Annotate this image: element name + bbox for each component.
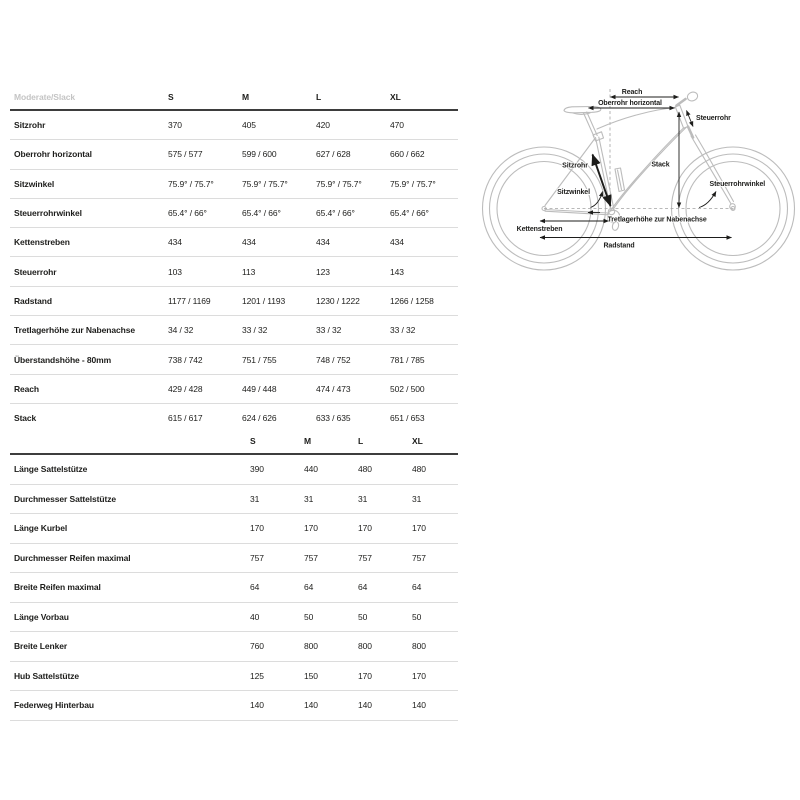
row-value-l: 434 (316, 237, 330, 248)
row-label: Kettenstreben (14, 237, 70, 248)
column-header-xl: XL (390, 91, 401, 102)
row-value-l: 31 (358, 493, 368, 504)
row-value-m: 113 (242, 266, 256, 277)
row-value-s: 390 (250, 464, 264, 474)
column-header-l: L (358, 435, 364, 446)
table-row (10, 485, 458, 515)
row-value-s: 1177 / 1169 (168, 295, 211, 306)
row-label: Steuerrohr (14, 266, 57, 277)
row-label: Länge Vorbau (14, 611, 69, 622)
row-value-s: 170 (250, 523, 264, 533)
row-value-xl: 50 (412, 611, 422, 622)
row-label: Tretlagerhöhe zur Nabenachse (14, 324, 135, 335)
row-label: Hub Sattelstütze (14, 670, 79, 681)
row-value-m: 170 (304, 523, 318, 533)
row-value-s: 434 (168, 237, 182, 248)
table-row (10, 257, 458, 286)
row-value-s: 757 (250, 552, 264, 563)
handlebar-icon (677, 91, 699, 106)
row-label: Länge Sattelstütze (14, 464, 88, 474)
row-value-l: 1230 / 1222 (316, 295, 360, 306)
row-value-m: 624 / 626 (242, 412, 277, 423)
row-label: Überstandshöhe - 80mm (14, 354, 112, 365)
bike-geometry-diagram (480, 80, 800, 280)
table-row (10, 691, 458, 721)
row-value-l: 480 (358, 464, 372, 474)
row-value-xl: 800 (412, 641, 426, 651)
row-value-xl: 651 / 653 (390, 412, 425, 423)
table-row (10, 140, 458, 169)
row-value-s: 738 / 742 (168, 354, 203, 365)
row-value-m: 65.4° / 66° (242, 207, 281, 218)
row-value-s: 75.9° / 75.7° (168, 178, 214, 189)
row-value-s: 31 (250, 493, 260, 504)
row-value-l: 170 (358, 523, 372, 533)
row-value-m: 31 (304, 493, 314, 504)
geometry-table-body (10, 111, 458, 432)
row-value-xl: 480 (412, 464, 426, 474)
row-value-l: 633 / 635 (316, 412, 351, 423)
table-row (10, 662, 458, 692)
row-value-s: 65.4° / 66° (168, 207, 207, 218)
row-value-l: 33 / 32 (316, 324, 342, 335)
table-row (10, 455, 458, 485)
row-value-m: 434 (242, 237, 256, 248)
components-table-header-row (10, 429, 458, 455)
steuerrohr-label: Steuerrohr (696, 115, 731, 122)
row-value-l: 800 (358, 641, 372, 651)
row-value-xl: 170 (412, 523, 426, 533)
row-label: Länge Kurbel (14, 523, 68, 533)
row-label: Durchmesser Reifen maximal (14, 552, 131, 563)
sitzrohr-label: Sitzrohr (562, 162, 588, 170)
steuerrohrwinkel-arc (699, 192, 716, 208)
stack-label: Stack (651, 161, 670, 169)
column-header-m: M (304, 435, 311, 446)
row-value-l: 123 (316, 266, 330, 277)
table-row (10, 573, 458, 603)
table-row (10, 316, 458, 345)
row-value-m: 64 (304, 582, 314, 592)
column-header-l: L (316, 91, 322, 102)
row-value-s: 125 (250, 670, 264, 681)
row-value-xl: 502 / 500 (390, 383, 425, 394)
row-value-s: 40 (250, 611, 260, 622)
row-value-m: 50 (304, 611, 314, 622)
row-value-m: 33 / 32 (242, 324, 268, 335)
row-value-m: 75.9° / 75.7° (242, 178, 288, 189)
row-value-l: 757 (358, 552, 372, 563)
row-label: Durchmesser Sattelstütze (14, 493, 116, 504)
table-row (10, 345, 458, 374)
row-value-m: 449 / 448 (242, 383, 277, 394)
row-value-m: 440 (304, 464, 318, 474)
row-value-l: 75.9° / 75.7° (316, 178, 362, 189)
column-header-s: S (250, 435, 256, 446)
row-label: Breite Reifen maximal (14, 582, 101, 592)
table-row (10, 199, 458, 228)
row-label: Oberrohr horizontal (14, 149, 92, 160)
row-label: Reach (14, 383, 40, 394)
components-table (10, 429, 458, 721)
row-value-xl: 470 (390, 119, 404, 130)
row-value-xl: 31 (412, 493, 422, 504)
row-value-m: 140 (304, 700, 318, 710)
row-value-xl: 757 (412, 552, 426, 563)
row-value-l: 748 / 752 (316, 354, 351, 365)
sitzwinkel-label: Sitzwinkel (557, 189, 590, 196)
row-value-xl: 33 / 32 (390, 324, 416, 335)
row-label: Breite Lenker (14, 641, 68, 651)
geometry-table-title: Moderate/Slack (14, 91, 75, 102)
bike-illustration (483, 89, 795, 270)
row-value-xl: 781 / 785 (390, 354, 425, 365)
table-row (10, 632, 458, 662)
column-header-m: M (242, 91, 249, 102)
row-value-s: 370 (168, 119, 182, 130)
row-label: Steuerrohrwinkel (14, 207, 82, 218)
tretlagerhoehe-label: Tretlagerhöhe zur Nabenachse (607, 216, 707, 224)
row-value-xl: 170 (412, 670, 426, 681)
fork-icon (688, 127, 735, 210)
row-value-l: 65.4° / 66° (316, 207, 355, 218)
table-row (10, 544, 458, 574)
geometry-table (10, 85, 458, 432)
column-header-xl: XL (412, 435, 423, 446)
radstand-label: Radstand (603, 242, 635, 250)
row-label: Sitzwinkel (14, 178, 55, 189)
row-label: Stack (14, 412, 37, 423)
steuerrohrwinkel-label: Steuerrohrwinkel (709, 181, 766, 188)
table-row (10, 603, 458, 633)
row-value-m: 599 / 600 (242, 149, 277, 160)
row-value-m: 800 (304, 641, 318, 651)
row-value-m: 405 (242, 119, 256, 130)
kettenstreben-label: Kettenstreben (516, 226, 563, 233)
row-value-l: 50 (358, 611, 368, 622)
table-row (10, 514, 458, 544)
row-label: Radstand (14, 295, 52, 306)
table-row (10, 170, 458, 199)
row-value-s: 615 / 617 (168, 412, 203, 423)
row-value-l: 64 (358, 582, 368, 592)
row-value-m: 757 (304, 552, 318, 563)
saddle-icon (564, 107, 601, 137)
row-value-xl: 1266 / 1258 (390, 295, 434, 306)
row-value-s: 34 / 32 (168, 324, 194, 335)
row-value-m: 150 (304, 670, 318, 681)
row-value-xl: 64 (412, 582, 422, 592)
row-value-s: 64 (250, 582, 260, 592)
row-value-s: 103 (168, 266, 182, 277)
components-table-body (10, 455, 458, 721)
row-value-xl: 140 (412, 700, 426, 710)
row-value-xl: 75.9° / 75.7° (390, 178, 436, 189)
row-value-m: 1201 / 1193 (242, 295, 286, 306)
row-value-xl: 65.4° / 66° (390, 207, 429, 218)
row-label: Federweg Hinterbau (14, 700, 94, 710)
row-value-xl: 660 / 662 (390, 149, 425, 160)
row-value-l: 420 (316, 119, 330, 130)
row-value-s: 575 / 577 (168, 149, 203, 160)
row-value-l: 627 / 628 (316, 149, 351, 160)
row-value-l: 170 (358, 670, 372, 681)
row-value-s: 429 / 428 (168, 383, 203, 394)
table-row (10, 375, 458, 404)
table-row (10, 287, 458, 316)
row-value-xl: 143 (390, 266, 404, 277)
row-value-l: 140 (358, 700, 372, 710)
table-row (10, 228, 458, 257)
row-value-s: 140 (250, 700, 264, 710)
reach-label: Reach (621, 89, 643, 97)
oberrohr-label: Oberrohr horizontal (598, 100, 662, 108)
row-value-l: 474 / 473 (316, 383, 351, 394)
row-value-xl: 434 (390, 237, 404, 248)
table-row (10, 111, 458, 140)
row-value-m: 751 / 755 (242, 354, 277, 365)
column-header-s: S (168, 91, 174, 102)
geometry-table-header-row (10, 85, 458, 111)
row-value-s: 760 (250, 641, 264, 651)
row-label: Sitzrohr (14, 119, 46, 130)
